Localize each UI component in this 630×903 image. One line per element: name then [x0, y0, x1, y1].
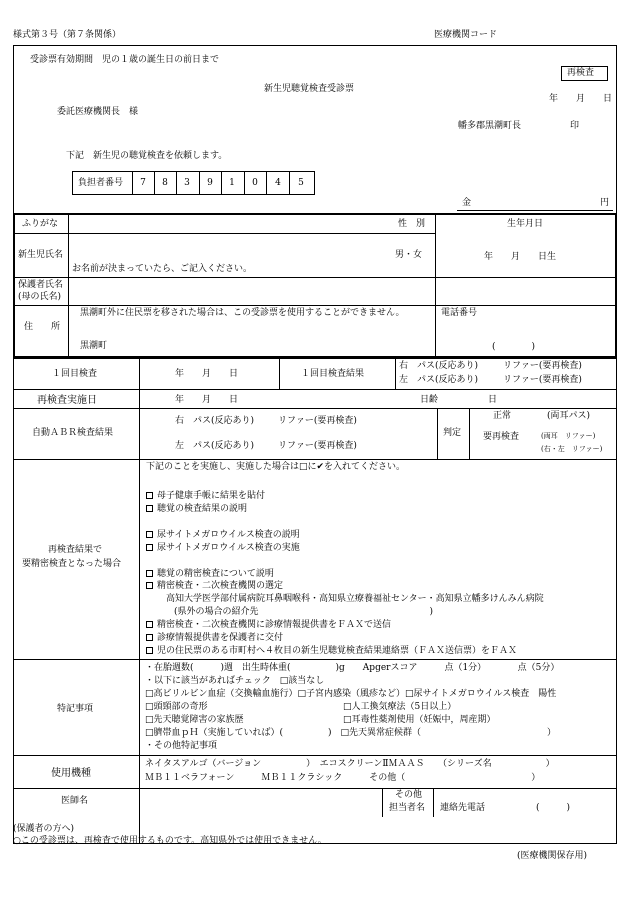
checkbox[interactable]	[146, 492, 153, 499]
payer-digit: 5	[298, 178, 304, 188]
footer-guardian-heading: (保護者の方へ)	[13, 824, 75, 834]
first-exam-date[interactable]: 年 月 日	[175, 369, 239, 379]
first-result-label: １回目検査結果	[301, 369, 365, 379]
age-unit: 日	[488, 395, 498, 405]
judge-both-pass: (両耳パス)	[547, 411, 591, 421]
first-right-pass[interactable]: 右 パス(反応あり)	[399, 361, 479, 371]
payer-digit: 7	[140, 178, 146, 188]
issuer: 幡多郡黒潮町長	[458, 121, 522, 131]
checklist-item[interactable]: 聴覚の精密検査について説明	[146, 570, 274, 579]
checklist-item[interactable]: 診療情報提供書を保護者に交付	[146, 634, 283, 643]
payer-digit: 8	[162, 178, 168, 188]
abr-left-pass[interactable]: 左 パス(反応あり)	[175, 441, 255, 451]
reexam-date-label: 再検査実施日	[37, 395, 97, 406]
institution-code-label: 医療機関コード	[434, 30, 498, 40]
abr-left-refer[interactable]: リファー(要再検査)	[278, 441, 357, 451]
doctor-label: 医師名	[61, 796, 89, 806]
hospital-list: 高知大学医学部付属病院耳鼻咽喉科・高知県立療養福祉センター・高知県立幡多けんみん病院	[166, 594, 544, 604]
furigana-label: ふりがな	[22, 219, 59, 229]
outside-referral[interactable]: (県外の場合の紹介先 )	[174, 607, 434, 617]
first-left-pass[interactable]: 左 パス(反応あり)	[399, 375, 479, 385]
form-number: 様式第３号（第７条関係）	[13, 30, 122, 40]
checkbox[interactable]	[146, 544, 153, 551]
age-label: 日齢	[420, 395, 439, 405]
special-line-6[interactable]: □臍帯血ｐＨ（実施していれば）( ) □先天異常症候群（ ）	[145, 728, 557, 738]
abr-right-refer[interactable]: リファー(要再検査)	[278, 416, 357, 426]
precise-label-sub: 要精密検査となった場合	[22, 559, 122, 569]
precise-label: 再検査結果で	[48, 545, 103, 555]
newborn-name-label: 新生児氏名	[18, 250, 64, 260]
addressee: 委託医療機関長 様	[57, 107, 139, 117]
payer-digit: 4	[275, 178, 281, 188]
special-line-2[interactable]: ・以下に該当があればチェック □該当なし	[145, 676, 325, 686]
special-notes-label: 特記事項	[57, 704, 94, 714]
footer-note: ○この受診票は、再検査で使用するものです。高知県外では使用できません。	[13, 836, 327, 846]
payer-digit: 3	[184, 178, 190, 188]
judge-both-refer: (両耳 リファー)	[541, 432, 596, 440]
checkbox[interactable]	[146, 531, 153, 538]
address-town: 黒潮町	[80, 341, 108, 351]
guardian-label: 保護者氏名	[18, 280, 64, 290]
first-exam-label: １回目検査	[52, 369, 98, 379]
first-right-refer[interactable]: リファー(要再検査)	[503, 361, 582, 371]
special-line-7[interactable]: ・その他特記事項	[145, 741, 218, 751]
special-line-4a[interactable]: □頭頸部の奇形	[145, 702, 208, 712]
phone-label: 電話番号	[441, 308, 478, 318]
payer-digit: 1	[229, 178, 235, 188]
payer-digit: 9	[207, 178, 213, 188]
checklist-item[interactable]: 尿サイトメガロウイルス検査の実施	[146, 544, 300, 553]
footer-copy-label: (医療機関保存用)	[517, 851, 588, 861]
contact-paren[interactable]: ( )	[536, 803, 571, 813]
first-left-refer[interactable]: リファー(要再検査)	[503, 375, 582, 385]
request-text: 下記 新生児の聴覚検査を依頼します。	[66, 151, 228, 161]
reexam-label: 再検査	[567, 68, 595, 78]
birthdate-value[interactable]: 年 月 日生	[484, 252, 557, 262]
checkbox[interactable]	[146, 582, 153, 589]
judge-lr-refer: (右・左 リファー)	[541, 445, 603, 453]
device-label: 使用機種	[51, 768, 91, 779]
checklist-item[interactable]: 精密検査・二次検査機関の選定	[146, 582, 283, 591]
guardian-label-sub: (母の氏名)	[18, 292, 62, 302]
checkbox[interactable]	[146, 647, 153, 654]
checkbox[interactable]	[146, 505, 153, 512]
special-line-3[interactable]: □高ビリルビン血症（交換輸血施行）□子宮内感染（風疹など）□尿サイトメガロウイルス検査 陽性	[145, 689, 557, 699]
checklist-item[interactable]: 尿サイトメガロウイルス検査の説明	[146, 531, 300, 540]
phone-paren[interactable]: ( )	[492, 342, 536, 352]
sex-label: 性 別	[398, 219, 426, 229]
contact-label: 連絡先電話	[440, 803, 486, 813]
judge-normal[interactable]: 正常	[493, 411, 512, 421]
checkbox[interactable]	[146, 634, 153, 641]
checkbox[interactable]	[146, 621, 153, 628]
address-note: 黒潮町外に住民票を移された場合は、この受診票を使用することができません。	[80, 308, 405, 318]
special-line-4b[interactable]: □人工換気療法（5日以上）	[343, 702, 457, 712]
device-line-2[interactable]: ＭＢ１１ベラフォーン ＭＢ１１クラシック その他（ ）	[145, 773, 541, 783]
checklist-item[interactable]: 精密検査・二次検査機関に診療情報提供書をＦＡＸで送信	[146, 621, 391, 630]
judge-label: 判定	[443, 428, 462, 438]
special-line-5b[interactable]: □耳毒性薬剤使用（妊娠中，周産期）	[343, 715, 496, 725]
issue-date: 年 月 日	[549, 94, 613, 104]
validity-period: 受診票有効期間 児の１歳の誕生日の前日まで	[30, 55, 220, 65]
checklist-item[interactable]: 児の住民票のある市町村へ４枚目の新生児聴覚検査結果連絡票（ＦＡＸ送信票）をＦＡＸ	[146, 647, 517, 656]
staff-label: 担当者名	[389, 803, 426, 813]
birthdate-label: 生年月日	[507, 219, 544, 229]
other-label: その他	[395, 790, 423, 800]
form-title: 新生児聴覚検査受診票	[264, 84, 355, 94]
precise-instruction: 下記のことを実施し、実施した場合は□に✔を入れてください。	[146, 462, 406, 472]
reexam-date-value[interactable]: 年 月 日	[175, 395, 239, 405]
payer-digit: 0	[252, 178, 258, 188]
judge-needs-reexam[interactable]: 要再検査	[483, 432, 520, 442]
device-line-1[interactable]: ネイタスアルゴ（バージョン ） エコスクリーンⅡＭＡＡＳ （シリーズ名 ）	[145, 759, 555, 769]
checkbox[interactable]	[146, 570, 153, 577]
newborn-info-box	[13, 213, 617, 358]
name-note: お名前が決まっていたら、ご記入ください。	[72, 264, 253, 274]
checklist-item[interactable]: 母子健康手帳に結果を貼付	[146, 492, 265, 501]
sex-options[interactable]: 男・女	[395, 250, 423, 260]
payer-label: 負担者番号	[78, 178, 124, 188]
special-line-5a[interactable]: □先天聴覚障害の家族歴	[145, 715, 244, 725]
special-line-1[interactable]: ・在胎週数( )週 出生時体重( )g Apgerスコア 点（1分） 点（5分）	[145, 663, 560, 673]
seal-mark: 印	[570, 121, 580, 131]
abr-label: 自動ＡＢＲ検査結果	[32, 428, 114, 438]
address-label: 住 所	[24, 322, 61, 332]
amount-unit: 円	[600, 198, 610, 208]
checklist-item[interactable]: 聴覚の検査結果の説明	[146, 505, 247, 514]
abr-right-pass[interactable]: 右 パス(反応あり)	[175, 416, 255, 426]
amount-label: 金	[462, 198, 472, 208]
